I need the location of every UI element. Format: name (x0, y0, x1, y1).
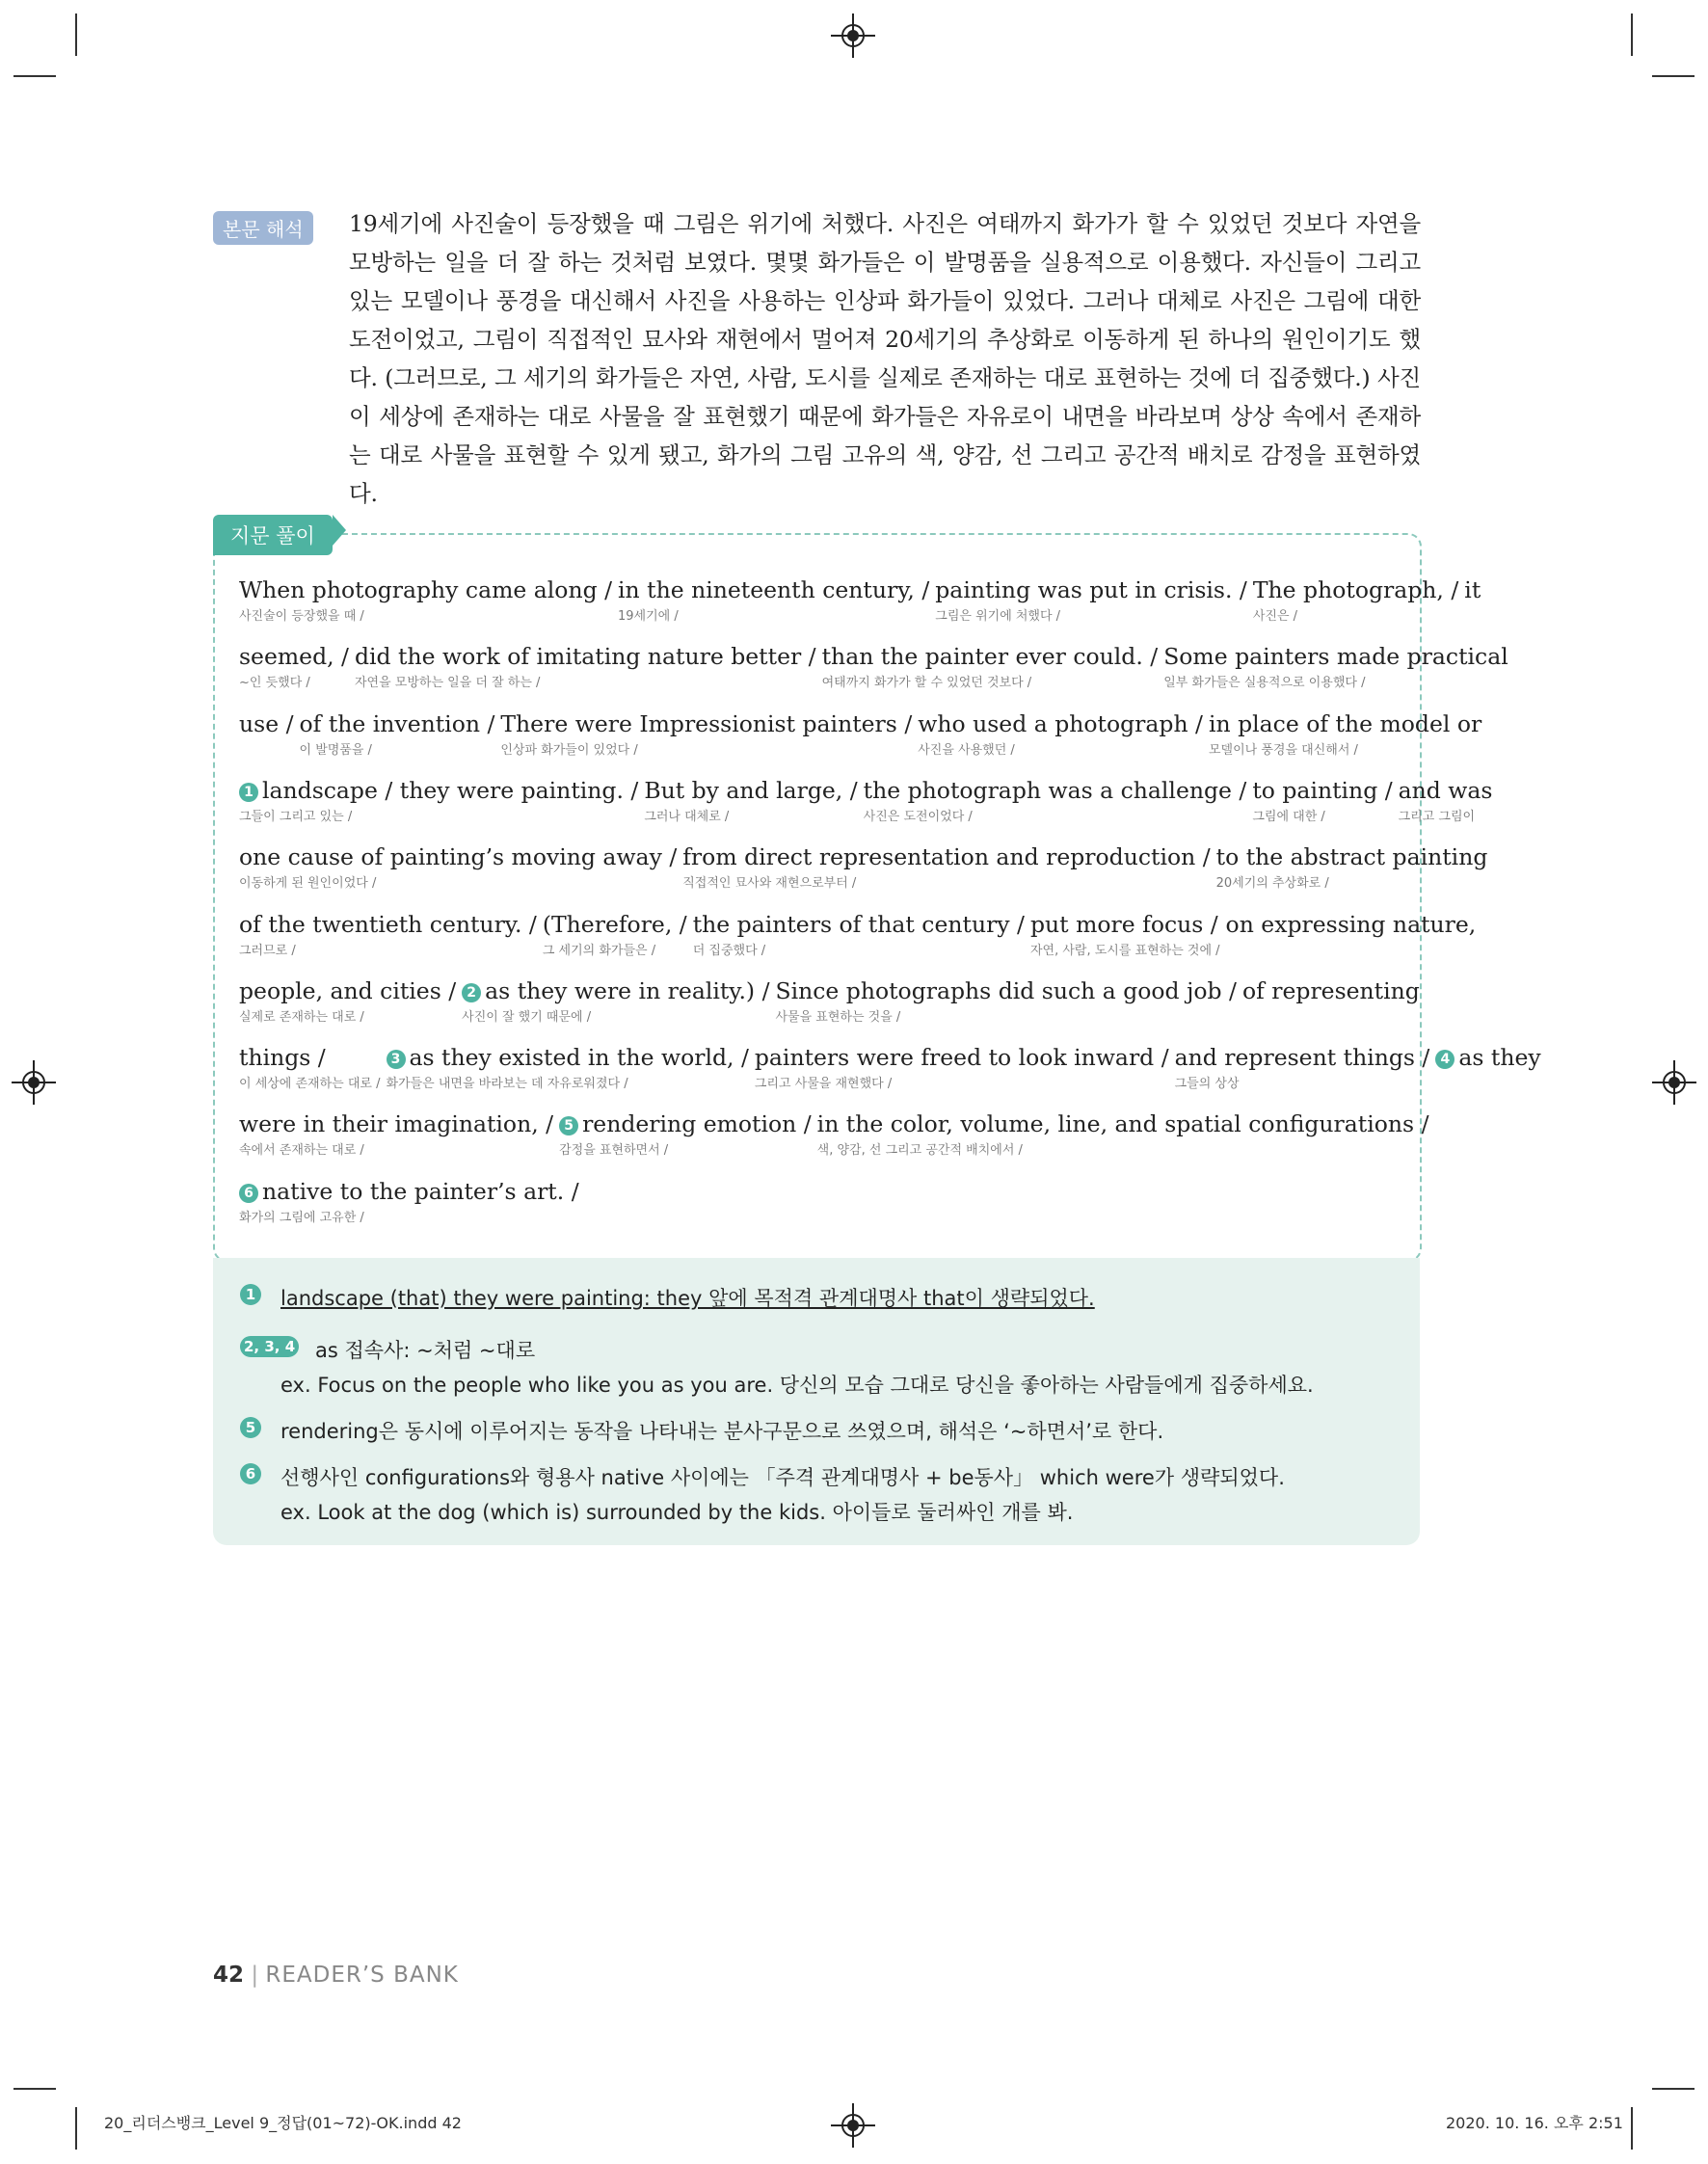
phrase-segment (1163, 643, 1508, 690)
analysis-line (239, 843, 1488, 899)
english-phrase: from direct representation and reproduction / (682, 843, 1211, 871)
korean-gloss: 그리고 그림이 (1398, 809, 1476, 824)
english-phrase: painting was put in crisis. / (935, 576, 1247, 603)
english-phrase: 4 as they (1435, 1044, 1540, 1071)
page-number: 42 (213, 1963, 245, 1988)
korean-gloss: 더 집중했다 / (692, 943, 766, 958)
korean-gloss: 그들의 상상 (1174, 1077, 1240, 1092)
phrase-segment (817, 1110, 1429, 1158)
english-phrase: put more focus / (1029, 910, 1218, 938)
note-number: 6 (240, 1463, 261, 1484)
english-phrase: of representing (1241, 976, 1420, 1004)
marker-number: 5 (559, 1116, 578, 1135)
phrase-segment (355, 643, 816, 690)
korean-gloss: 그리고 사물을 재현했다 / (754, 1077, 893, 1092)
english-phrase: did the work of imitating nature better / (354, 643, 816, 671)
example-text: ex. Look at the dog (which is) surrounded by the kids. 아이들로 둘러싸인 개를 봐. (280, 1501, 1074, 1524)
korean-gloss: 그러므로 / (239, 943, 296, 958)
phrase-segment (1216, 843, 1488, 891)
english-phrase: the painters of that century / (692, 910, 1025, 938)
note-number: 1 (240, 1284, 261, 1305)
analysis-line (239, 776, 1493, 833)
analysis-line (239, 709, 1482, 766)
phrase-segment (239, 1110, 553, 1158)
print-timestamp: 2020. 10. 16. 오후 2:51 (1446, 2114, 1623, 2132)
phrase-segment (918, 710, 1203, 758)
english-phrase: 3 as they existed in the world, / (387, 1044, 749, 1071)
marker-number: 4 (1435, 1050, 1454, 1069)
note-number: 5 (240, 1417, 261, 1438)
registration-mark-icon (839, 21, 867, 50)
korean-gloss: 사물을 표현하는 것을 / (775, 1009, 901, 1025)
book-title: READER’S BANK (265, 1963, 459, 1988)
korean-gloss (1226, 940, 1477, 954)
korean-gloss (1464, 605, 1481, 620)
phrase-segment (644, 777, 857, 824)
korean-gloss: 자연을 모방하는 일을 더 잘 하는 / (354, 676, 541, 691)
phrase-segment (1464, 576, 1481, 620)
english-phrase: There were Impressionist painters / (500, 709, 913, 737)
crop-mark (75, 2107, 77, 2150)
english-phrase: and was (1398, 776, 1493, 804)
english-phrase: were in their imagination, / (239, 1110, 554, 1138)
crop-mark (1652, 75, 1695, 77)
phrase-segment (239, 977, 456, 1025)
marker-number: 3 (387, 1050, 406, 1069)
korean-gloss: 속에서 존재하는 대로 / (239, 1143, 364, 1159)
english-phrase: it (1464, 576, 1481, 603)
phrase-segment (682, 843, 1210, 891)
phrase-segment (300, 710, 495, 758)
phrase-segment (776, 977, 1237, 1025)
phrase-segment (387, 1044, 749, 1091)
note-6 (240, 1462, 1285, 1489)
english-phrase: things / (239, 1044, 326, 1072)
english-phrase: But by and large, / (644, 776, 858, 804)
korean-gloss: 사진술이 등장했을 때 / (239, 609, 364, 624)
english-phrase: who used a photograph / (918, 709, 1203, 737)
korean-gloss: 이 발명품을 / (299, 742, 372, 758)
korean-gloss: 20세기의 추상화로 / (1215, 876, 1329, 892)
korean-gloss: 그러나 대체로 / (644, 809, 730, 824)
analysis-line (239, 1044, 1541, 1100)
phrase-segment (559, 1110, 812, 1158)
english-phrase: one cause of painting’s moving away / (239, 843, 678, 871)
korean-gloss: 그 세기의 화가들은 / (542, 943, 656, 958)
phrase-segment (1226, 911, 1477, 954)
crop-mark (13, 75, 56, 77)
phrase-segment (239, 843, 677, 891)
korean-gloss: 실제로 존재하는 대로 / (239, 1009, 364, 1025)
phrase-segment (239, 1044, 381, 1091)
phrase-segment (1435, 1044, 1540, 1087)
phrase-segment (693, 911, 1025, 958)
analysis-line (239, 976, 1420, 1033)
english-phrase: (Therefore, / (542, 910, 687, 938)
korean-gloss: 감정을 표현하면서 / (559, 1143, 669, 1159)
english-phrase: in the color, volume, line, and spatial configurations / (816, 1110, 1429, 1138)
note-number: 2, 3, 4 (240, 1336, 299, 1357)
note-2 (240, 1335, 536, 1362)
english-phrase: to painting / (1252, 776, 1393, 804)
note-text: rendering은 동시에 이루어지는 동작을 나타내는 분사구문으로 쓰였으며, 해석은 ‘~하면서’로 한다. (280, 1420, 1164, 1443)
phrase-segment (822, 643, 1159, 690)
phrase-segment (239, 576, 612, 624)
korean-gloss: 이 세상에 존재하는 대로 / (239, 1077, 381, 1092)
phrase-segment (239, 777, 638, 824)
note-text: 선행사인 configurations와 형용사 native 사이에는 「주격 관계대명사 + be동사」 which were가 생략되었다. (280, 1466, 1285, 1489)
korean-gloss: 인상파 화가들이 있었다 / (500, 742, 638, 758)
marker-number: 2 (462, 983, 481, 1002)
english-phrase: 5 rendering emotion / (559, 1110, 812, 1137)
english-phrase: of the invention / (299, 709, 495, 737)
english-phrase: to the abstract painting (1215, 843, 1488, 871)
english-phrase: 6 native to the painter’s art. / (239, 1178, 579, 1205)
crop-mark (75, 13, 77, 56)
translation-text: 19세기에 사진술이 등장했을 때 그림은 위기에 처했다. 사진은 여태까지 화가가 할 수 있었던 것보다 자연을 모방하는 일을 더 잘 하는 것처럼 보였다. 몇몇 화가들은 이 발명품을 실용적으로 이용했다. 자신들이 그리고 있는 모델이나 풍경을 대신해서 사진을 사용하는 인상파 화가들이 있었다. 그러나 대체로 사진은 그림에 대한 도전이었고, 그림이 직접적인 묘사와 재현에서 멀어져 20세기의 추상화로 이동하게 된 하나의 원인이기도 했다. (그러므로, 그 세기의 화가들은 자연, 사람, 도시를 실제로 존재하는 대로 표현하는 것에 더 집중했다.) 사진이 세상에 존재하는 대로 사물을 잘 표현했기 때문에 화가들은 자유로이 내면을 바라보며 상상 속에서 존재하는 대로 사물을 표현할 수 있게 됐고, 화가의 그림 고유의 색, 양감, 선 그리고 공간적 배치로 감정을 표현하였다. (349, 210, 1421, 507)
phrase-segment (239, 911, 537, 958)
note-1 (240, 1283, 1095, 1310)
page-footer: 42 | READER’S BANK (213, 1963, 459, 1988)
korean-gloss (239, 739, 294, 754)
korean-gloss: 직접적인 묘사와 재현으로부터 / (682, 876, 857, 892)
korean-gloss: 색, 양감, 선 그리고 공간적 배치에서 / (816, 1143, 1023, 1159)
analysis-line (239, 576, 1481, 632)
korean-gloss: 이동하게 된 원인이었다 / (239, 876, 377, 892)
phrase-segment (1175, 1044, 1430, 1091)
korean-gloss: 사진이 잘 했기 때문에 / (462, 1009, 592, 1025)
korean-gloss: 화가의 그림에 고유한 / (239, 1210, 364, 1225)
registration-mark-icon (1660, 1068, 1689, 1097)
english-phrase: of the twentieth century. / (239, 910, 537, 938)
korean-gloss: 여태까지 화가가 할 수 있었던 것보다 / (821, 676, 1032, 691)
phrase-segment (1242, 977, 1420, 1021)
korean-gloss: 모델이나 풍경을 대신해서 / (1208, 742, 1358, 758)
note-5 (240, 1416, 1164, 1443)
example-text: ex. Focus on the people who like you as you are. 당신의 모습 그대로 당신을 좋아하는 사람들에게 집중하세요. (280, 1374, 1314, 1397)
korean-gloss: 19세기에 / (618, 609, 679, 624)
phrase-segment (618, 576, 929, 624)
analysis-line (239, 910, 1477, 967)
korean-gloss: 사진을 사용했던 / (918, 742, 1015, 758)
english-phrase: use / (239, 709, 294, 737)
phrase-segment (543, 911, 687, 958)
english-phrase: in the nineteenth century, / (618, 576, 930, 603)
registration-mark-icon (839, 2111, 867, 2140)
english-phrase: people, and cities / (239, 976, 457, 1004)
korean-gloss: 자연, 사람, 도시를 표현하는 것에 / (1029, 943, 1220, 958)
crop-mark (13, 2088, 56, 2090)
english-phrase: in place of the model or (1208, 709, 1482, 737)
grammar-notes (213, 1258, 1420, 1545)
korean-gloss: 사진은 도전이었다 / (863, 809, 973, 824)
english-phrase: The photograph, / (1252, 576, 1459, 603)
phrase-segment (500, 710, 912, 758)
phrase-segment (755, 1044, 1169, 1091)
korean-gloss (1242, 1006, 1420, 1021)
english-phrase: When photography came along / (239, 576, 613, 603)
english-phrase: 2 as they were in reality.) / (462, 977, 769, 1004)
english-phrase: and represent things / (1174, 1044, 1430, 1072)
korean-gloss: 그림에 대한 / (1252, 809, 1325, 824)
analysis-line (239, 1110, 1429, 1166)
english-phrase: seemed, / (239, 643, 349, 671)
english-phrase: painters were freed to look inward / (754, 1044, 1169, 1072)
phrase-segment (462, 977, 769, 1025)
korean-gloss (1435, 1073, 1540, 1087)
phrase-segment (239, 1178, 579, 1225)
korean-gloss: 화가들은 내면을 바라보는 데 자유로워졌다 / (386, 1077, 628, 1092)
registration-mark-icon (19, 1068, 48, 1097)
phrase-segment (1253, 576, 1458, 624)
crop-mark (1652, 2088, 1695, 2090)
english-phrase: the photograph was a challenge / (863, 776, 1247, 804)
english-phrase: on expressing nature, (1225, 910, 1477, 938)
phrase-segment (1252, 777, 1392, 824)
korean-gloss: ~인 듯했다 / (239, 676, 310, 691)
phrase-segment (1030, 911, 1220, 958)
phrase-segment (239, 643, 349, 690)
note-text: as 접속사: ~처럼 ~대로 (315, 1339, 536, 1362)
note-text: landscape (that) they were painting: they 앞에 목적격 관계대명사 that이 생략되었다. (280, 1287, 1095, 1310)
english-phrase: Some painters made practical (1163, 643, 1508, 671)
marker-number: 1 (239, 783, 258, 802)
marker-number: 6 (239, 1184, 258, 1203)
crop-mark (1631, 2107, 1633, 2150)
english-phrase: than the painter ever could. / (821, 643, 1159, 671)
analysis-line (239, 1178, 1392, 1234)
english-phrase: 1 landscape / they were painting. / (239, 777, 638, 804)
file-slug: 20_리더스뱅크_Level 9_정답(01~72)-OK.indd 42 (104, 2114, 462, 2132)
analysis-line (239, 643, 1508, 699)
korean-gloss: 그들이 그리고 있는 / (239, 809, 353, 824)
crop-mark (1631, 13, 1633, 56)
english-phrase: Since photographs did such a good job / (775, 976, 1237, 1004)
phrase-segment (935, 576, 1247, 624)
phrase-segment (239, 710, 294, 754)
translation-label: 본문 해석 (213, 211, 313, 245)
korean-gloss: 사진은 / (1252, 609, 1298, 624)
analysis-label: 지문 풀이 (213, 515, 333, 555)
phrase-segment (1209, 710, 1481, 758)
phrase-segment (864, 777, 1247, 824)
korean-gloss: 일부 화가들은 실용적으로 이용했다 / (1163, 676, 1366, 691)
korean-gloss: 그림은 위기에 처했다 / (935, 609, 1061, 624)
phrase-segment (1399, 777, 1493, 824)
